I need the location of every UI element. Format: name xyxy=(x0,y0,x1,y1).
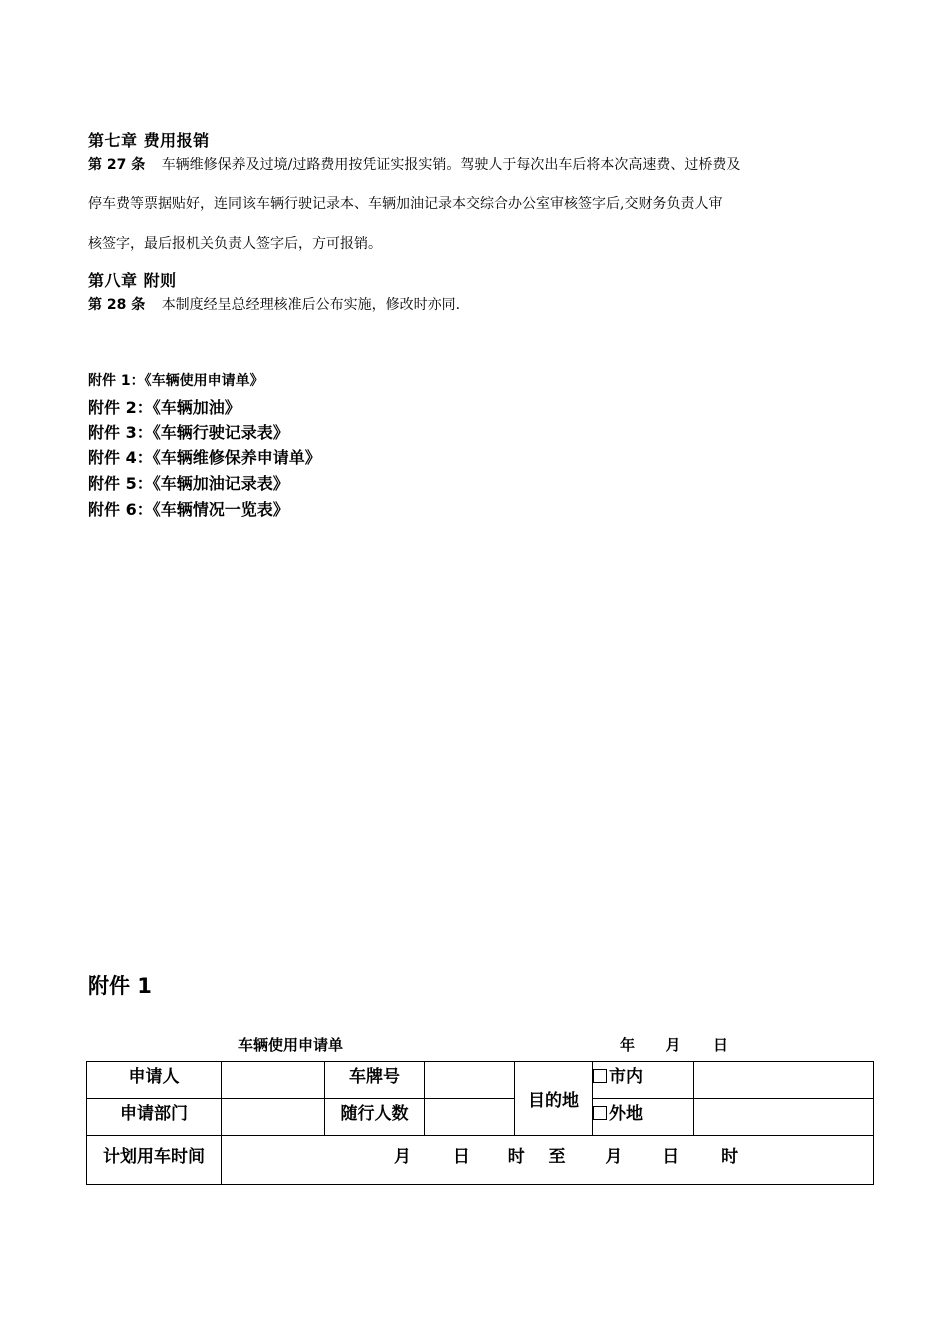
attachment-label: 附件 6： xyxy=(88,500,153,519)
option-city[interactable] xyxy=(593,1062,694,1099)
chapter-7-heading: 第七章 费用报销 xyxy=(88,131,210,150)
plate-label: 车牌号 xyxy=(325,1062,425,1099)
applicant-field[interactable] xyxy=(222,1062,325,1099)
article-28 xyxy=(88,294,868,316)
article-28-number: 第 28 条 xyxy=(88,297,146,313)
attachment-item xyxy=(88,445,321,470)
destination-city-field[interactable] xyxy=(694,1062,874,1099)
attachment-item xyxy=(88,395,241,420)
appendix-1-title: 附件 1 xyxy=(88,974,152,998)
companions-field[interactable] xyxy=(425,1099,515,1136)
attachment-label: 附件 3： xyxy=(88,423,153,442)
applicant-label: 申请人 xyxy=(87,1062,222,1099)
attachment-name: 《车辆维修保养申请单》 xyxy=(152,448,321,467)
article-27-number: 第 27 条 xyxy=(88,157,146,173)
article-27-line-2: 停车费等票据贴好，连同该车辆行驶记录本、车辆加油记录本交综合办公室审核签字后,交财务负责人审 xyxy=(88,196,723,212)
destination-label: 目的地 xyxy=(515,1062,593,1136)
time-hour-2: 时 xyxy=(721,1147,739,1167)
time-day-2: 日 xyxy=(662,1147,680,1167)
attachment-name: 《车辆情况一览表》 xyxy=(152,500,289,519)
option-other[interactable] xyxy=(593,1099,694,1136)
checkbox-icon[interactable] xyxy=(593,1069,607,1083)
attachment-label: 附件 2： xyxy=(88,398,153,417)
chapter-8-heading: 第八章 附则 xyxy=(88,271,177,290)
attachment-name: 《车辆行驶记录表》 xyxy=(152,423,289,442)
article-27-line-3: 核签字，最后报机关负责人签字后，方可报销。 xyxy=(88,236,382,252)
form-date xyxy=(620,1034,728,1055)
attachment-label: 附件 1： xyxy=(88,373,145,389)
plan-time-label: 计划用车时间 xyxy=(87,1136,222,1185)
date-year: 年 xyxy=(620,1036,636,1054)
vehicle-request-form xyxy=(86,1061,874,1185)
checkbox-icon[interactable] xyxy=(593,1106,607,1120)
time-to: 至 xyxy=(548,1147,566,1167)
plate-field[interactable] xyxy=(425,1062,515,1099)
destination-other-field[interactable] xyxy=(694,1099,874,1136)
time-day-1: 日 xyxy=(452,1147,470,1167)
plan-time-field[interactable] xyxy=(222,1136,874,1185)
plan-time-units xyxy=(394,1142,738,1167)
attachment-name: 《车辆加油》 xyxy=(152,398,241,417)
option-city-label: 市内 xyxy=(609,1067,643,1087)
attachment-label: 附件 5： xyxy=(88,474,153,493)
attachment-item xyxy=(88,471,289,496)
attachment-name: 《车辆使用申请单》 xyxy=(144,373,264,389)
companions-label: 随行人数 xyxy=(325,1099,425,1136)
time-month-1: 月 xyxy=(394,1147,411,1167)
dept-label: 申请部门 xyxy=(87,1099,222,1136)
option-other-label: 外地 xyxy=(609,1104,643,1124)
form-title: 车辆使用申请单 xyxy=(238,1036,344,1054)
article-27 xyxy=(88,154,868,176)
attachment-label: 附件 4： xyxy=(88,448,153,467)
attachment-name: 《车辆加油记录表》 xyxy=(152,474,289,493)
attachment-item xyxy=(88,369,264,394)
time-hour-1: 时 xyxy=(507,1147,525,1167)
time-month-2: 月 xyxy=(605,1147,623,1167)
dept-field[interactable] xyxy=(222,1099,325,1136)
attachment-item xyxy=(88,497,289,522)
article-27-line-1: 车辆维修保养及过境/过路费用按凭证实报实销。驾驶人于每次出车后将本次高速费、过桥费及 xyxy=(161,157,741,173)
article-28-text: 本制度经呈总经理核准后公布实施，修改时亦同. xyxy=(161,297,461,313)
attachment-item xyxy=(88,420,289,445)
date-month: 月 xyxy=(665,1036,681,1054)
date-day: 日 xyxy=(712,1036,728,1054)
